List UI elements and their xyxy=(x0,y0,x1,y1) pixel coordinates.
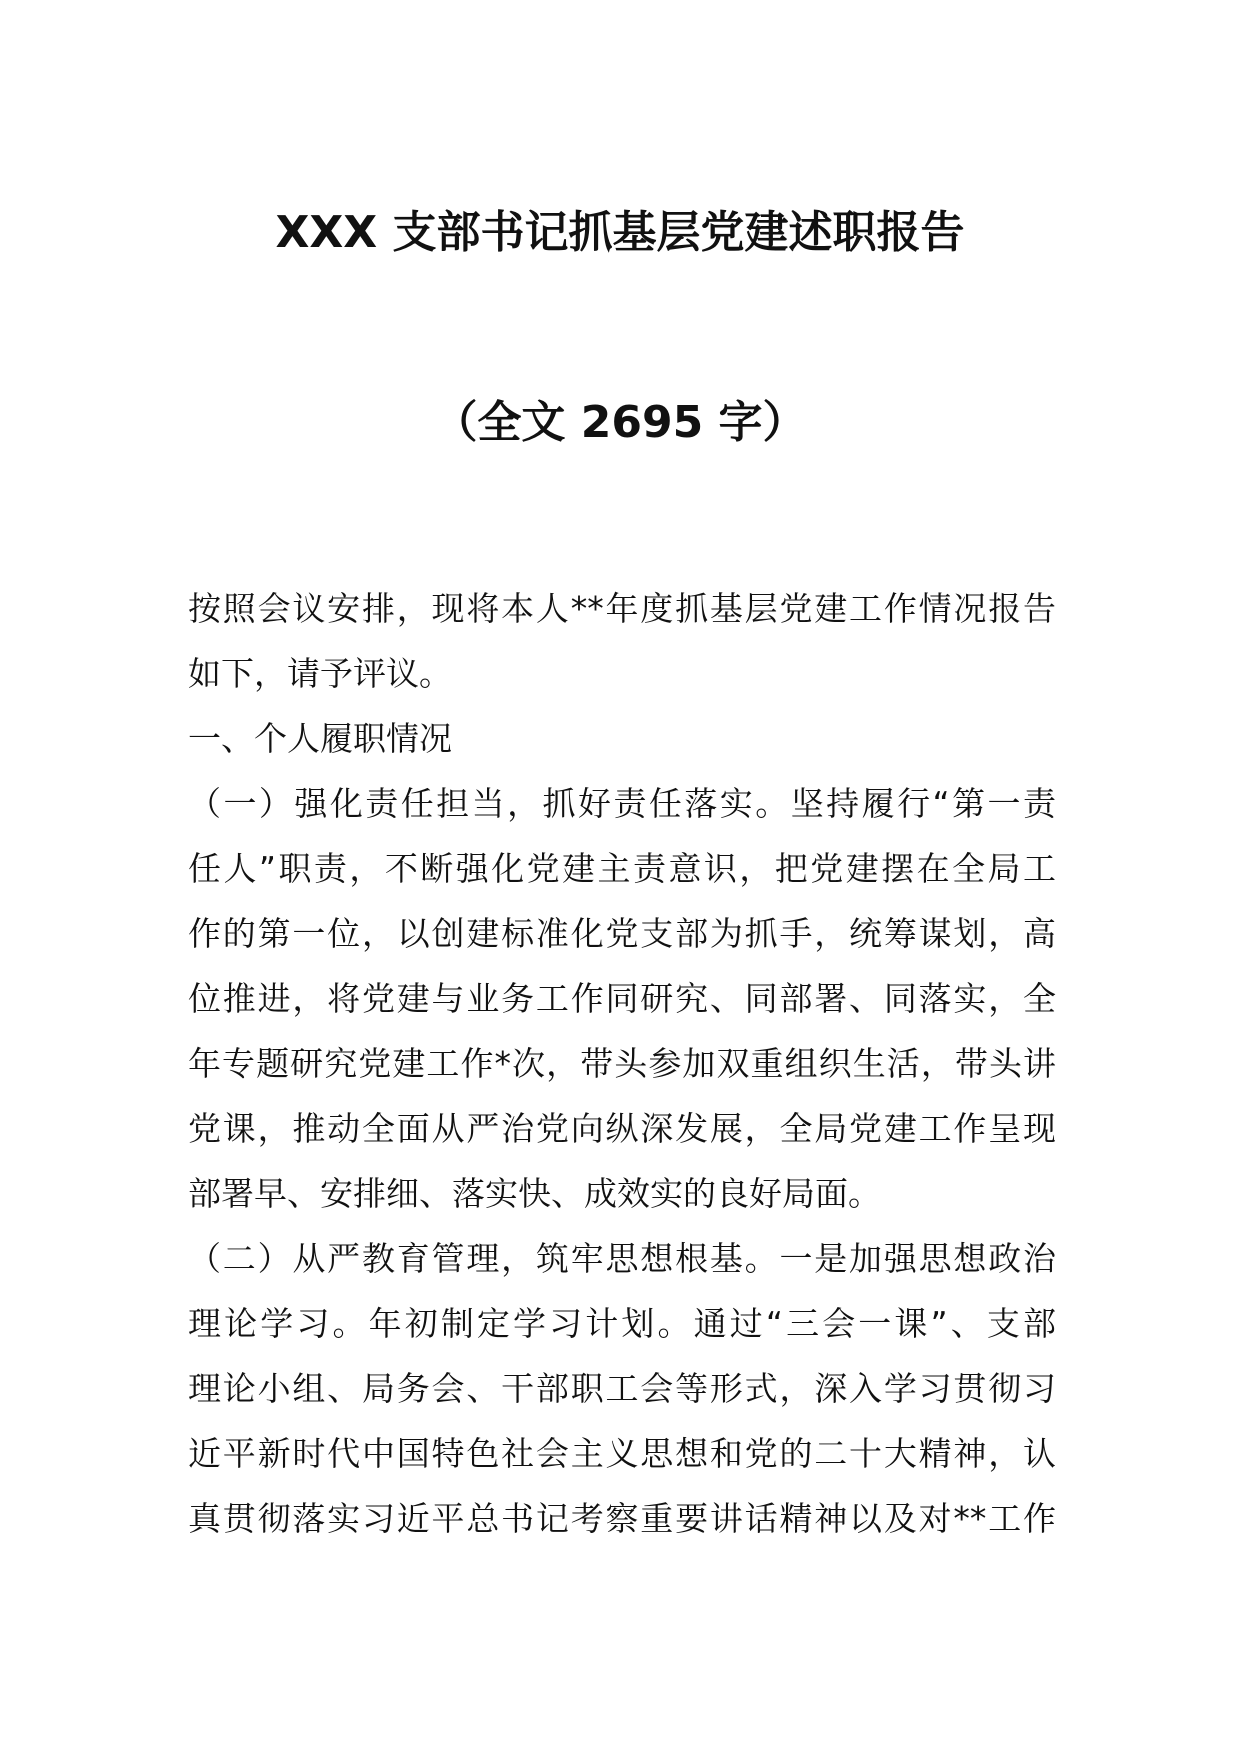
body-line: 按照会议安排，现将本人**年度抓基层党建工作情况报告 xyxy=(188,589,1056,628)
body-line: 如下，请予评议。 xyxy=(188,654,452,693)
body-line: 理论学习。年初制定学习计划。通过“三会一课”、支部 xyxy=(188,1304,1056,1343)
document-subtitle: （全文 2695 字） xyxy=(433,397,807,448)
document-title: XXX 支部书记抓基层党建述职报告 xyxy=(275,207,965,258)
body-line: 位推进，将党建与业务工作同研究、同部署、同落实，全 xyxy=(188,979,1056,1018)
body-line: 党课，推动全面从严治党向纵深发展，全局党建工作呈现 xyxy=(188,1109,1056,1148)
body-line: 年专题研究党建工作*次，带头参加双重组织生活，带头讲 xyxy=(188,1044,1056,1083)
body-line: 真贯彻落实习近平总书记考察重要讲话精神以及对**工作 xyxy=(188,1499,1056,1538)
body-line: 任人”职责，不断强化党建主责意识，把党建摆在全局工 xyxy=(188,849,1056,888)
body-line: （一）强化责任担当，抓好责任落实。坚持履行“第一责 xyxy=(188,784,1056,823)
document-body xyxy=(188,576,1056,1551)
body-line: （二）从严教育管理，筑牢思想根基。一是加强思想政治 xyxy=(188,1239,1056,1278)
body-line: 作的第一位，以创建标准化党支部为抓手，统筹谋划，高 xyxy=(188,914,1056,953)
body-line: 一、个人履职情况 xyxy=(188,719,452,758)
body-line: 部署早、安排细、落实快、成效实的良好局面。 xyxy=(188,1174,881,1213)
body-line: 理论小组、局务会、干部职工会等形式，深入学习贯彻习 xyxy=(188,1369,1056,1408)
body-line: 近平新时代中国特色社会主义思想和党的二十大精神，认 xyxy=(188,1434,1056,1473)
